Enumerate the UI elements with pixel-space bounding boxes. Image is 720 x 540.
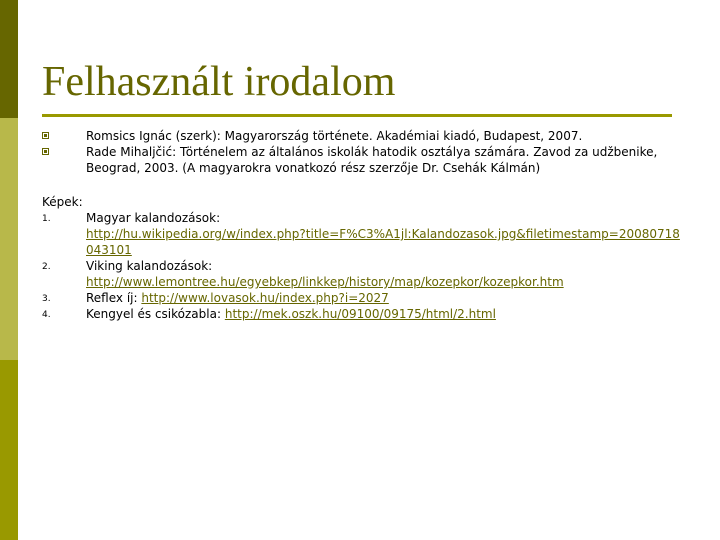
title-underline <box>42 114 672 117</box>
reference-text: Rade Mihaljčić: Történelem az általános iskolák hatodik osztálya számára. Zavod za udžbenike, Beograd, 2003. (A magyarokra vonatkozó rész szerzője Dr. Csehák Kálmán) <box>86 145 658 175</box>
item-number: 2. <box>42 262 51 272</box>
image-source-item <box>42 306 682 322</box>
side-decor-bar <box>0 0 18 540</box>
image-source-link[interactable]: http://hu.wikipedia.org/w/index.php?title=F%C3%A1jl:Kalandozasok.jpg&filetimestamp=20080718043101 <box>86 227 680 257</box>
images-heading: Képek: <box>42 195 83 209</box>
reference-text: Romsics Ignác (szerk): Magyarország története. Akadémiai kiadó, Budapest, 2007. <box>86 129 583 143</box>
item-number: 4. <box>42 310 51 320</box>
side-bar-light-segment <box>0 118 18 360</box>
square-bullet-icon <box>42 132 49 139</box>
image-label: Reflex íj: <box>86 291 138 305</box>
side-bar-mid-segment <box>0 360 18 540</box>
slide-title: Felhasznált irodalom <box>42 59 396 105</box>
image-label: Viking kalandozások: <box>86 259 213 273</box>
reference-list <box>42 128 682 176</box>
image-label: Kengyel és csikózabla: <box>86 307 222 321</box>
reference-item <box>42 128 682 144</box>
image-label: Magyar kalandozások: <box>86 211 221 225</box>
square-bullet-icon <box>42 148 49 155</box>
image-sources <box>42 194 682 322</box>
item-number: 1. <box>42 214 51 224</box>
image-source-item <box>42 210 682 258</box>
side-bar-dark-segment <box>0 0 18 118</box>
image-source-link[interactable]: http://www.lemontree.hu/egyebkep/linkkep/history/map/kozepkor/kozepkor.htm <box>86 275 564 289</box>
image-source-link[interactable]: http://mek.oszk.hu/09100/09175/html/2.html <box>224 307 496 321</box>
image-source-item <box>42 290 682 306</box>
image-source-link[interactable]: http://www.lovasok.hu/index.php?i=2027 <box>141 291 389 305</box>
reference-item <box>42 144 682 176</box>
item-number: 3. <box>42 294 51 304</box>
image-source-item <box>42 258 682 290</box>
